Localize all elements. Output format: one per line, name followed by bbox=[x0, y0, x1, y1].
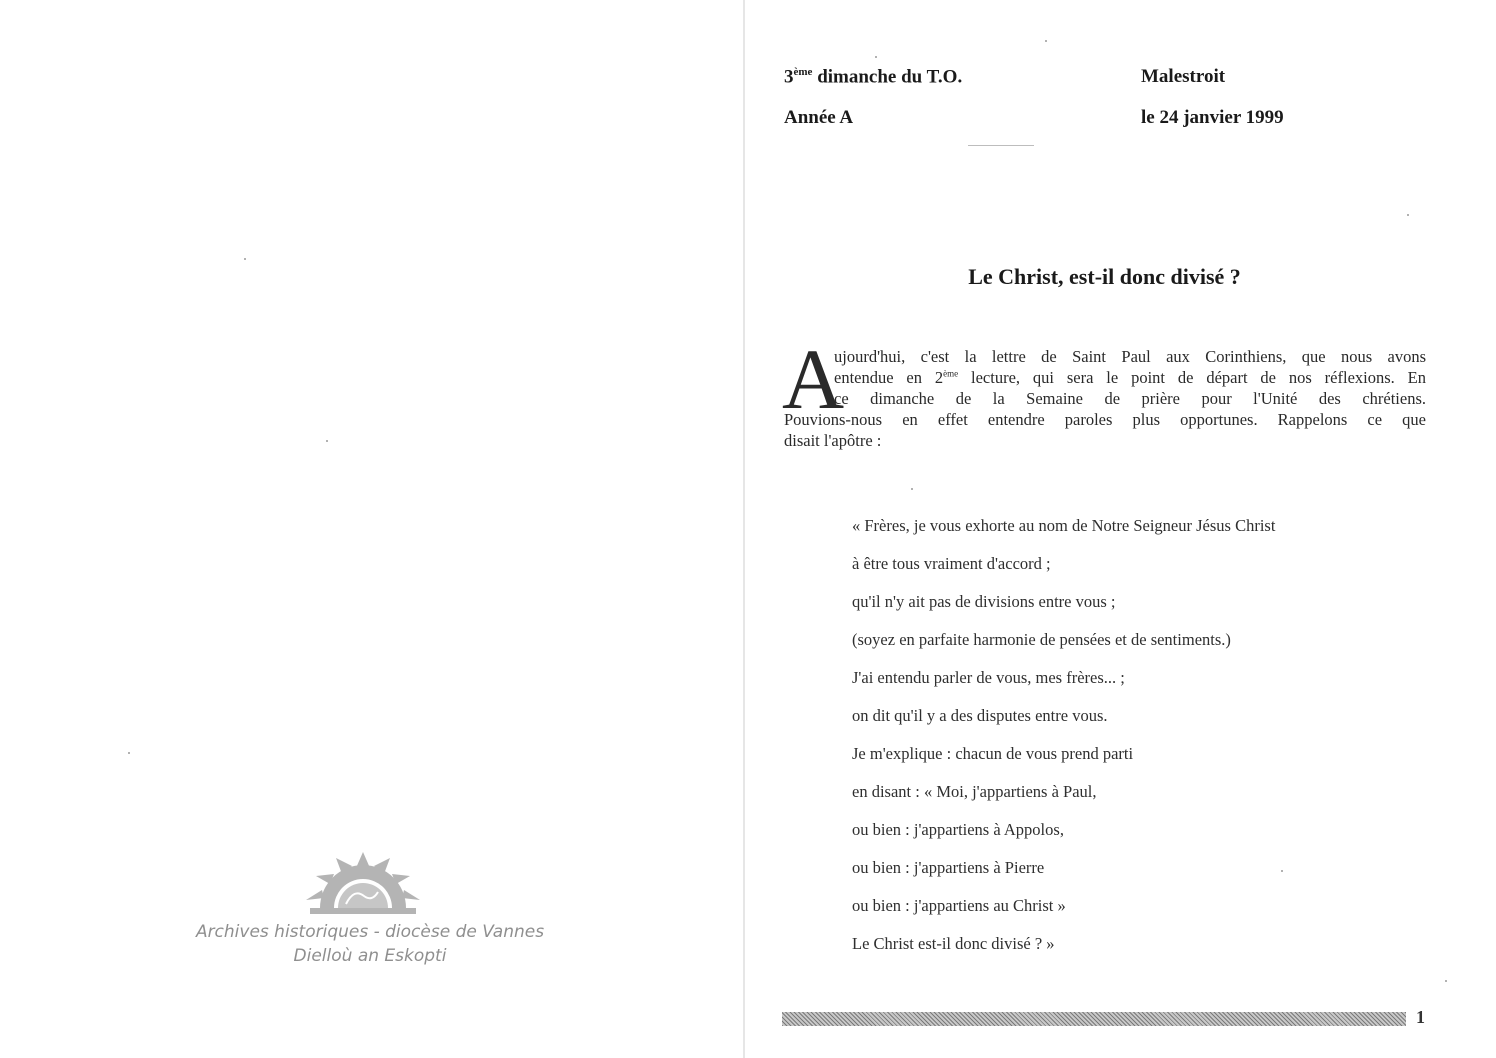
scripture-quote bbox=[852, 514, 1275, 970]
place-name: Malestroit bbox=[1141, 66, 1226, 87]
scan-speck bbox=[1445, 980, 1447, 982]
quote-line: ou bien : j'appartiens à Pierre bbox=[852, 858, 1045, 877]
quote-line: J'ai entendu parler de vous, mes frères... ; bbox=[852, 668, 1125, 687]
scan-speck bbox=[1281, 870, 1283, 872]
archive-caption: Archives historiques - diocèse de Vannes bbox=[195, 922, 545, 942]
quote-line: ou bien : j'appartiens à Appolos, bbox=[852, 820, 1064, 839]
scan-speck bbox=[1407, 214, 1409, 216]
quote-line: ou bien : j'appartiens au Christ » bbox=[852, 896, 1066, 915]
quote-line: Je m'explique : chacun de vous prend parti bbox=[852, 744, 1134, 763]
sunday-heading: 3ème dimanche du T.O. bbox=[784, 66, 963, 88]
page-number: 1 bbox=[1416, 1007, 1425, 1027]
scan-speck bbox=[875, 56, 877, 58]
sermon-date: le 24 janvier 1999 bbox=[1141, 107, 1284, 128]
intro-line: Pouvions-nous en effet entendre paroles plus opportunes. Rappelons ce que bbox=[784, 410, 1426, 429]
intro-line: ujourd'hui, c'est la lettre de Saint Paul aux Corinthiens, que nous avons bbox=[834, 347, 1426, 366]
footer-rule bbox=[782, 1012, 1406, 1026]
intro-line: ce dimanche de la Semaine de prière pour l'Unité des chrétiens. bbox=[834, 389, 1426, 408]
liturgical-year: Année A bbox=[784, 107, 854, 128]
archive-caption-breton: Dielloù an Eskopti bbox=[293, 946, 447, 966]
intro-paragraph bbox=[784, 346, 1426, 451]
quote-line: à être tous vraiment d'accord ; bbox=[852, 554, 1051, 573]
scan-speck bbox=[911, 488, 913, 490]
scan-speck bbox=[244, 258, 246, 260]
quote-line: en disant : « Moi, j'appartiens à Paul, bbox=[852, 782, 1097, 801]
scan-speck bbox=[128, 752, 130, 754]
scan-speck bbox=[326, 440, 328, 442]
diocese-logo bbox=[306, 852, 420, 916]
scan-speck bbox=[1045, 40, 1047, 42]
quote-line: Le Christ est-il donc divisé ? » bbox=[852, 934, 1055, 953]
scan-smudge bbox=[968, 145, 1034, 146]
left-blank-page bbox=[0, 0, 745, 1058]
intro-line: disait l'apôtre : bbox=[784, 431, 882, 450]
quote-line: on dit qu'il y a des disputes entre vous. bbox=[852, 706, 1108, 725]
quote-line: (soyez en parfaite harmonie de pensées et de sentiments.) bbox=[852, 630, 1231, 649]
sermon-title: Le Christ, est-il donc divisé ? bbox=[968, 264, 1241, 289]
quote-line: qu'il n'y ait pas de divisions entre vous ; bbox=[852, 592, 1116, 611]
quote-line: « Frères, je vous exhorte au nom de Notre Seigneur Jésus Christ bbox=[852, 516, 1276, 535]
intro-line: entendue en 2ème lecture, qui sera le point de départ de nos réflexions. En bbox=[834, 368, 1426, 387]
drop-cap: A bbox=[782, 331, 845, 427]
